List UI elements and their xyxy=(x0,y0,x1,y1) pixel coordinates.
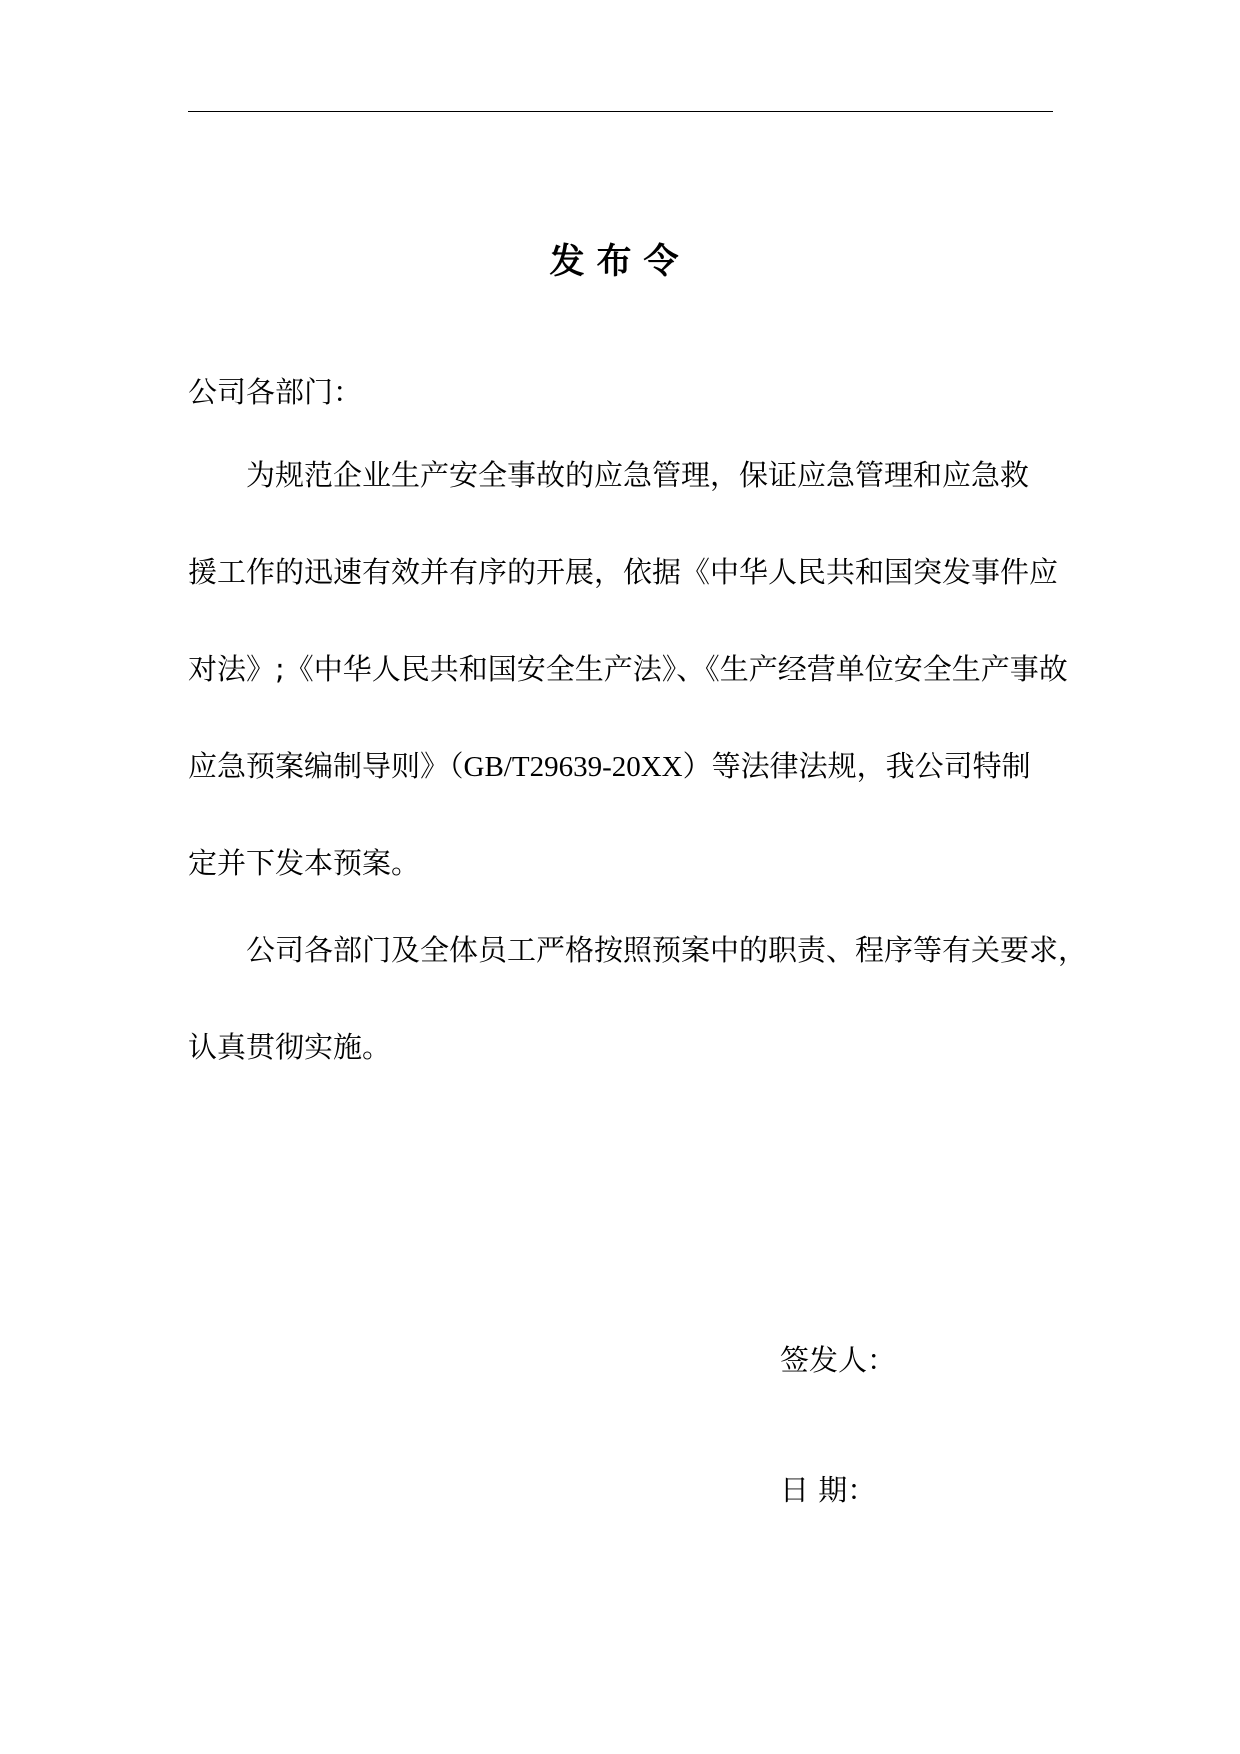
header-rule xyxy=(188,111,1053,112)
paragraph-line xyxy=(188,746,1078,843)
paragraph-line: 公司各部门及全体员工严格按照预案中的职责、程序等有关要求， xyxy=(246,933,1088,967)
document-title: 发布令 xyxy=(549,242,691,282)
standard-code: GB/T29639-20XX xyxy=(463,751,683,783)
paragraph-legal-basis xyxy=(188,455,1078,883)
date-label: 日 期： xyxy=(780,1473,877,1507)
paragraph-line: 为规范企业生产安全事故的应急管理，保证应急管理和应急救 xyxy=(246,458,1030,492)
paragraph-line: 援工作的迅速有效并有序的开展，依据《中华人民共和国突发事件应 xyxy=(188,555,1059,589)
paragraph-line: 定并下发本预案。 xyxy=(188,846,421,880)
line-segment: 应急预案编制导则》（ xyxy=(188,749,464,783)
paragraph-line: 对法》;《中华人民共和国安全生产法》、《生产经营单位安全生产事故 xyxy=(188,652,1068,686)
paragraph-line: 认真贯彻实施。 xyxy=(188,1030,392,1064)
line-segment: ）等法律法规，我公司特制 xyxy=(682,749,1031,783)
salutation: 公司各部门： xyxy=(188,375,363,409)
paragraph-implementation xyxy=(188,930,1088,1067)
signature-label: 签发人： xyxy=(780,1343,897,1377)
